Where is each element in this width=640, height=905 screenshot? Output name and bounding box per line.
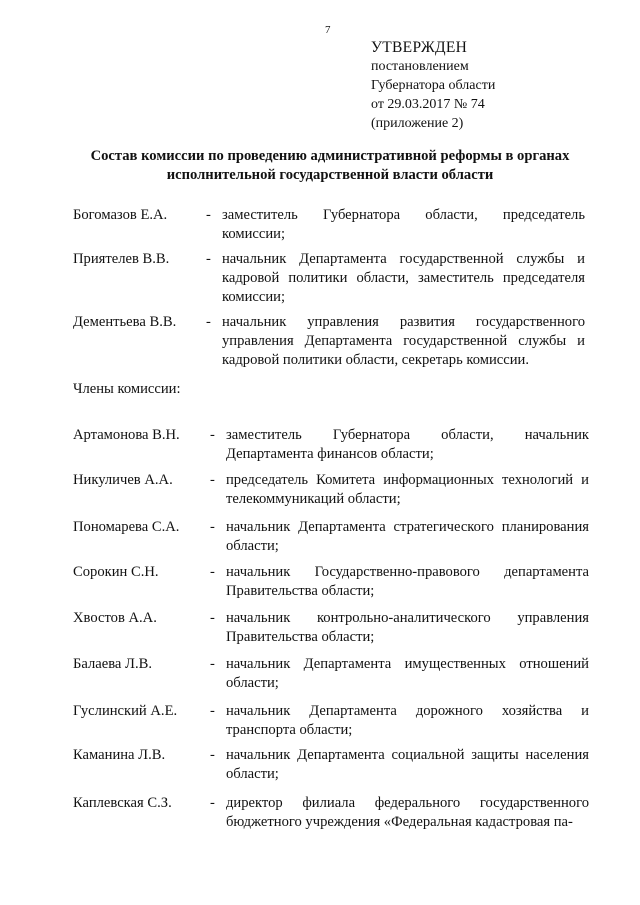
dash-separator: - [210,564,215,580]
dash-separator: - [210,795,215,811]
approval-line-4: (приложение 2) [371,116,464,131]
person-name: Каманина Л.В. [73,747,166,763]
person-role: начальник управления развития государственного управления Департамента государственной службы и кадровой политики области, секретарь комиссии. [222,314,585,368]
person-role: начальник Государственно-правового департамента Правительства области; [226,564,589,599]
person-name: Сорокин С.Н. [73,564,159,580]
person-name: Приятелев В.В. [73,251,170,267]
approval-line-3: от 29.03.2017 № 74 [371,97,485,112]
dash-separator: - [210,747,215,763]
person-role: заместитель Губернатора области, начальник Департамента финансов области; [226,427,589,462]
person-name: Балаева Л.В. [73,656,152,672]
dash-separator: - [210,427,215,443]
person-role: директор филиала федерального государственного бюджетного учреждения «Федеральная кадастровая па- [226,795,589,830]
person-role: начальник контрольно-аналитического управления Правительства области; [226,610,589,645]
person-name: Пономарева С.А. [73,519,180,535]
person-name: Дементьева В.В. [73,314,177,330]
dash-separator: - [210,519,215,535]
document-title: Состав комиссии по проведению административной реформы в органах исполнительной государственной власти области [90,148,570,183]
approval-word: УТВЕРЖДЕН [371,39,468,56]
dash-separator: - [206,251,211,267]
dash-separator: - [210,703,215,719]
person-role: начальник Департамента государственной службы и кадровой политики области, заместитель председателя комиссии; [222,251,585,305]
person-name: Артамонова В.Н. [73,427,180,443]
person-role: председатель Комитета информационных технологий и телекоммуникаций области; [226,472,589,507]
page-number: 7 [325,24,331,36]
dash-separator: - [210,656,215,672]
dash-separator: - [206,207,211,223]
person-name: Гуслинский А.Е. [73,703,178,719]
approval-line-2: Губернатора области [371,78,496,93]
person-name: Хвостов А.А. [73,610,157,626]
person-role: заместитель Губернатора области, председатель комиссии; [222,207,585,242]
person-name: Каплевская С.З. [73,795,172,811]
dash-separator: - [210,472,215,488]
person-name: Никуличев А.А. [73,472,173,488]
approval-line-1: постановлением [371,59,469,74]
person-role: начальник Департамента дорожного хозяйства и транспорта области; [226,703,589,738]
person-role: начальник Департамента стратегического планирования области; [226,519,589,554]
dash-separator: - [206,314,211,330]
members-heading: Члены комиссии: [73,381,181,397]
dash-separator: - [210,610,215,626]
approval-stamp [371,38,495,133]
person-role: начальник Департамента социальной защиты населения области; [226,747,589,782]
person-name: Богомазов Е.А. [73,207,168,223]
person-role: начальник Департамента имущественных отношений области; [226,656,589,691]
